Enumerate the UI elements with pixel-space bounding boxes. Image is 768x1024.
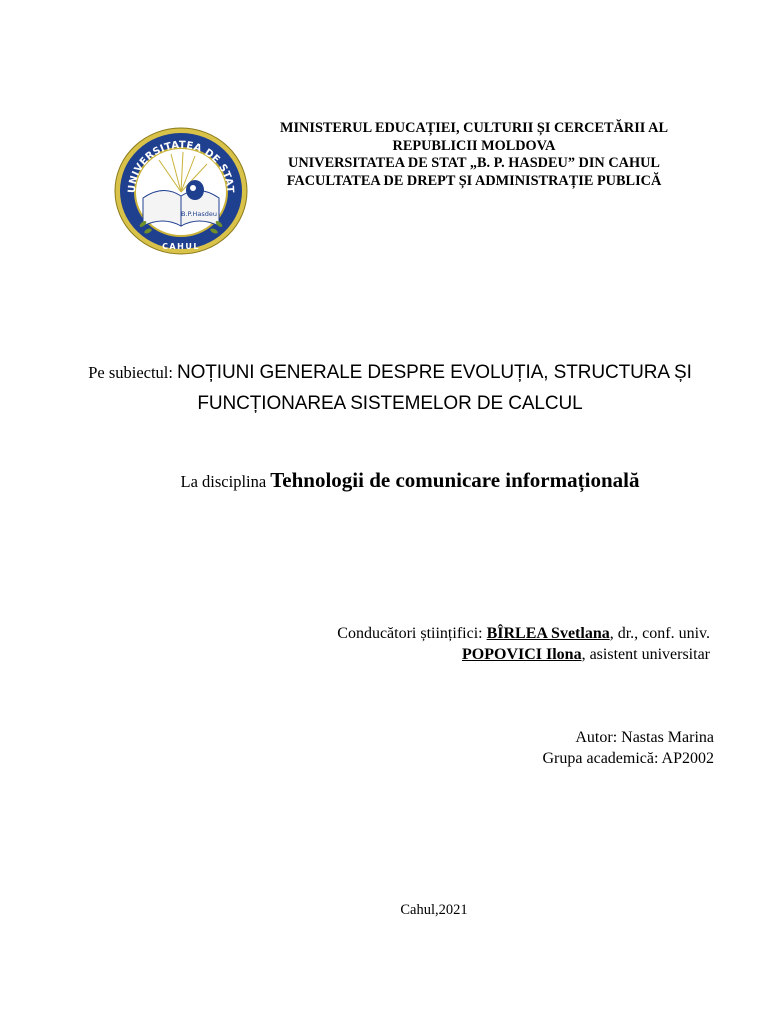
supervisor-second-name: POPOVICI Ilona (462, 646, 582, 663)
subject-topic-line2: FUNCȚIONAREA SISTEMELOR DE CALCUL (197, 393, 583, 414)
institution-header (262, 120, 686, 190)
place-year-text: Cahul,2021 (400, 902, 468, 918)
place-year-footer (0, 902, 768, 919)
subject-prefix: Pe subiectul: (88, 363, 173, 382)
header-country-line: REPUBLICII MOLDOVA (392, 137, 556, 154)
author-group-line: Grupa academică: AP2002 (542, 750, 714, 767)
header-ministry-line: MINISTERUL EDUCAȚIEI, CULTURII ȘI CERCETĂRII AL (280, 120, 668, 136)
svg-text:UNIVERSITATEA DE STAT: UNIVERSITATEA DE STAT (126, 139, 236, 194)
header-university-line: UNIVERSITATEA DE STAT „B. P. HASDEU” DIN CAHUL (288, 155, 660, 171)
supervisor-first-title: , dr., conf. univ. (609, 625, 710, 642)
seal-icon (113, 126, 249, 256)
header-faculty-line: FACULTATEA DE DREPT ȘI ADMINISTRAȚIE PUBLICĂ (286, 172, 662, 189)
discipline-block (80, 468, 740, 493)
supervisor-second-title: , asistent universitar (581, 646, 710, 663)
discipline-prefix: La disciplina (180, 472, 267, 491)
supervisors-block (337, 623, 710, 665)
subject-topic-line1: NOȚIUNI GENERALE DESPRE EVOLUȚIA, STRUCTURA ȘI (176, 362, 692, 383)
svg-text:CAHUL: CAHUL (162, 242, 200, 251)
university-seal-logo (113, 126, 249, 256)
subject-block (60, 358, 720, 420)
author-name-line: Autor: Nastas Marina (575, 729, 714, 746)
supervisors-label: Conducători științifici: (337, 625, 483, 642)
author-block (543, 727, 715, 769)
svg-text:B.P.Hasdeu: B.P.Hasdeu (180, 210, 218, 218)
supervisor-first-name: BÎRLEA Svetlana (486, 625, 610, 642)
discipline-name: Tehnologii de comunicare informațională (270, 468, 640, 492)
